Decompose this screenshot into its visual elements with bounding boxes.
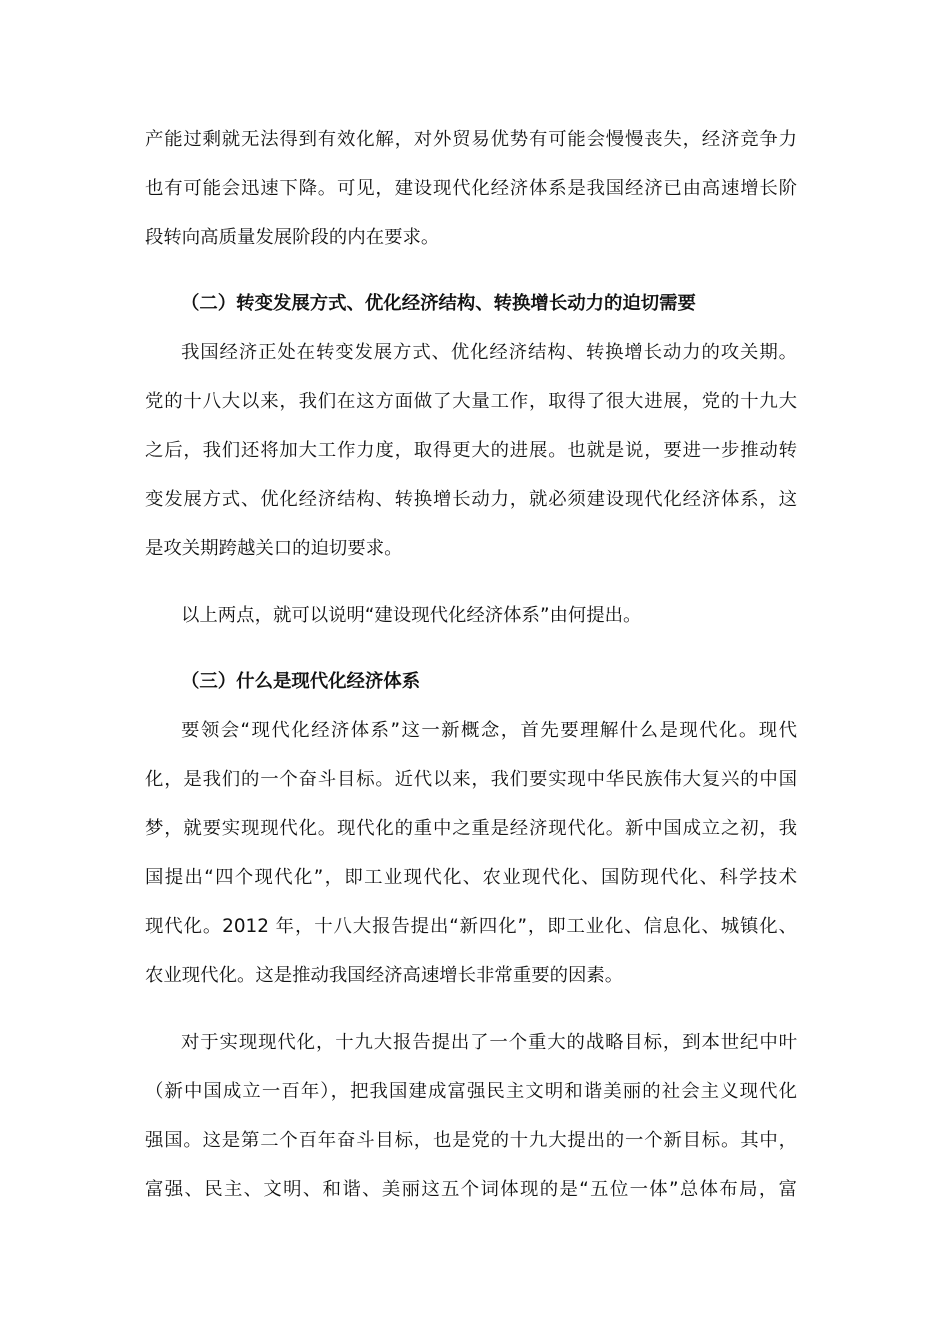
section-heading-3: （三）什么是现代化经济体系 <box>181 671 421 692</box>
para2-line-2: 党的十八大以来，我们在这方面做了大量工作，取得了很大进展，党的十九大 <box>145 391 797 412</box>
para2-line-3: 之后，我们还将加大工作力度，取得更大的进展。也就是说，要进一步推动转 <box>145 440 797 461</box>
intro-line-3: 段转向高质量发展阶段的内在要求。 <box>145 227 440 248</box>
para4-line-6: 农业现代化。这是推动我国经济高速增长非常重要的因素。 <box>145 965 624 986</box>
intro-line-2: 也有可能会迅速下降。可见，建设现代化经济体系是我国经济已由高速增长阶 <box>145 178 797 199</box>
para5-line-3: 强国。这是第二个百年奋斗目标，也是党的十九大提出的一个新目标。其中， <box>145 1130 797 1151</box>
para4-line-5: 现代化。2012 年，十八大报告提出“新四化”，即工业化、信息化、城镇化、 <box>145 916 797 937</box>
para3-line-1: 以上两点，就可以说明“建设现代化经济体系”由何提出。 <box>181 605 642 626</box>
para4-line-1: 要领会“现代化经济体系”这一新概念，首先要理解什么是现代化。现代 <box>181 720 797 741</box>
para2-line-1: 我国经济正处在转变发展方式、优化经济结构、转换增长动力的攻关期。 <box>181 342 797 363</box>
para5-line-2: （新中国成立一百年），把我国建成富强民主文明和谐美丽的社会主义现代化 <box>145 1081 797 1102</box>
para2-line-4: 变发展方式、优化经济结构、转换增长动力，就必须建设现代化经济体系，这 <box>145 489 797 510</box>
para4-line-3: 梦，就要实现现代化。现代化的重中之重是经济现代化。新中国成立之初，我 <box>145 818 797 839</box>
para5-line-4: 富强、民主、文明、和谐、美丽这五个词体现的是“五位一体”总体布局，富 <box>145 1179 797 1200</box>
intro-line-1: 产能过剩就无法得到有效化解，对外贸易优势有可能会慢慢丧失，经济竞争力 <box>145 129 797 150</box>
para4-line-2: 化，是我们的一个奋斗目标。近代以来，我们要实现中华民族伟大复兴的中国 <box>145 769 797 790</box>
para2-line-5: 是攻关期跨越关口的迫切要求。 <box>145 538 403 559</box>
para5-line-1: 对于实现现代化，十九大报告提出了一个重大的战略目标，到本世纪中叶 <box>181 1032 797 1053</box>
para4-line-4: 国提出“四个现代化”，即工业现代化、农业现代化、国防现代化、科学技术 <box>145 867 797 888</box>
section-heading-2: （二）转变发展方式、优化经济结构、转换增长动力的迫切需要 <box>181 293 696 314</box>
